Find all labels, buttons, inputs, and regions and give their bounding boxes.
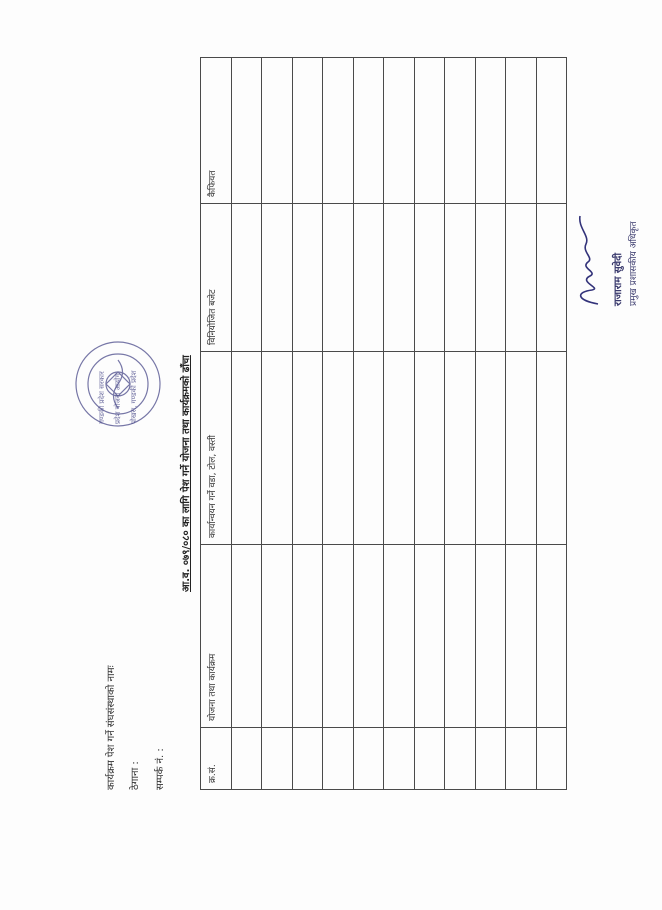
table-cell <box>506 728 536 790</box>
table-cell <box>232 728 262 790</box>
table-cell <box>475 58 505 204</box>
table-cell <box>536 58 566 204</box>
table-cell <box>353 545 383 728</box>
table-cell <box>536 204 566 352</box>
table-row <box>262 58 292 790</box>
stamp-line-2: प्रदेश योजना आयोग <box>114 373 122 424</box>
table-cell <box>445 58 475 204</box>
table-cell <box>475 728 505 790</box>
table-cell <box>232 58 262 204</box>
table-row <box>353 58 383 790</box>
table-cell <box>323 352 353 545</box>
table-cell <box>292 204 322 352</box>
table-cell <box>353 352 383 545</box>
table-cell <box>445 352 475 545</box>
table-cell <box>353 58 383 204</box>
table-row <box>475 58 505 790</box>
table-cell <box>536 545 566 728</box>
table-cell <box>445 728 475 790</box>
column-header-program: योजना तथा कार्यक्रम <box>201 545 232 728</box>
table-cell <box>475 545 505 728</box>
handwritten-signature <box>568 210 608 310</box>
table-cell <box>445 204 475 352</box>
official-stamp <box>72 338 164 430</box>
table-cell <box>384 204 414 352</box>
table-cell <box>323 204 353 352</box>
table-cell <box>323 545 353 728</box>
table-cell <box>536 352 566 545</box>
document-title: आ.व. ०७९/०८० का लागि पेश गर्ने योजना तथा कार्यक्रमको ढाँचा <box>181 355 192 592</box>
table-cell <box>292 58 322 204</box>
table-row <box>445 58 475 790</box>
table-cell <box>445 545 475 728</box>
table-cell <box>384 58 414 204</box>
table-cell <box>232 545 262 728</box>
table-row <box>536 58 566 790</box>
table-cell <box>414 352 444 545</box>
table-cell <box>292 352 322 545</box>
table-cell <box>232 352 262 545</box>
column-header-remarks: कैफियत <box>201 58 232 204</box>
table-cell <box>414 545 444 728</box>
table-row <box>232 58 262 790</box>
table-cell <box>414 204 444 352</box>
table-cell <box>384 728 414 790</box>
table-cell <box>475 204 505 352</box>
table-cell <box>384 545 414 728</box>
table-row <box>323 58 353 790</box>
table-cell <box>506 352 536 545</box>
table-row <box>414 58 444 790</box>
table-cell <box>506 545 536 728</box>
table-cell <box>323 58 353 204</box>
table-cell <box>506 58 536 204</box>
table-cell <box>414 728 444 790</box>
address-label: ठेगाना : <box>130 761 141 790</box>
table-cell <box>506 204 536 352</box>
stamp-line-1: गण्डकी प्रदेश सरकार <box>98 371 106 424</box>
table-row <box>292 58 322 790</box>
signatory-name: राजाराम सुवेदी <box>613 252 624 306</box>
table-cell <box>353 728 383 790</box>
column-header-budget: विनियोजित बजेट <box>201 204 232 352</box>
table-cell <box>292 545 322 728</box>
signature-block <box>568 210 644 310</box>
table-cell <box>536 728 566 790</box>
table-cell <box>475 352 505 545</box>
column-header-location: कार्यान्वयन गर्ने वडा, टोल, वस्ती <box>201 352 232 545</box>
contact-label: सम्पर्क नं. : <box>155 748 166 790</box>
table-cell <box>232 204 262 352</box>
organization-name-label: कार्यक्रम पेश गर्ने संघसंस्थाको नामः <box>106 665 117 790</box>
table-cell <box>414 58 444 204</box>
table-body <box>232 58 567 790</box>
stamp-line-3: पोखरा, गण्डकी प्रदेश <box>130 370 138 424</box>
table-cell <box>384 352 414 545</box>
signatory-designation: प्रमुख प्रशासकीय अधिकृत <box>629 221 639 306</box>
program-table <box>200 57 567 790</box>
table-cell <box>292 728 322 790</box>
column-header-serial: क्र.सं. <box>201 728 232 790</box>
table-cell <box>262 204 292 352</box>
table-row <box>384 58 414 790</box>
table-cell <box>262 352 292 545</box>
table-header-row <box>201 58 232 790</box>
table-cell <box>353 204 383 352</box>
table-row <box>506 58 536 790</box>
table-cell <box>323 728 353 790</box>
table-cell <box>262 58 292 204</box>
table-cell <box>262 728 292 790</box>
table-cell <box>262 545 292 728</box>
